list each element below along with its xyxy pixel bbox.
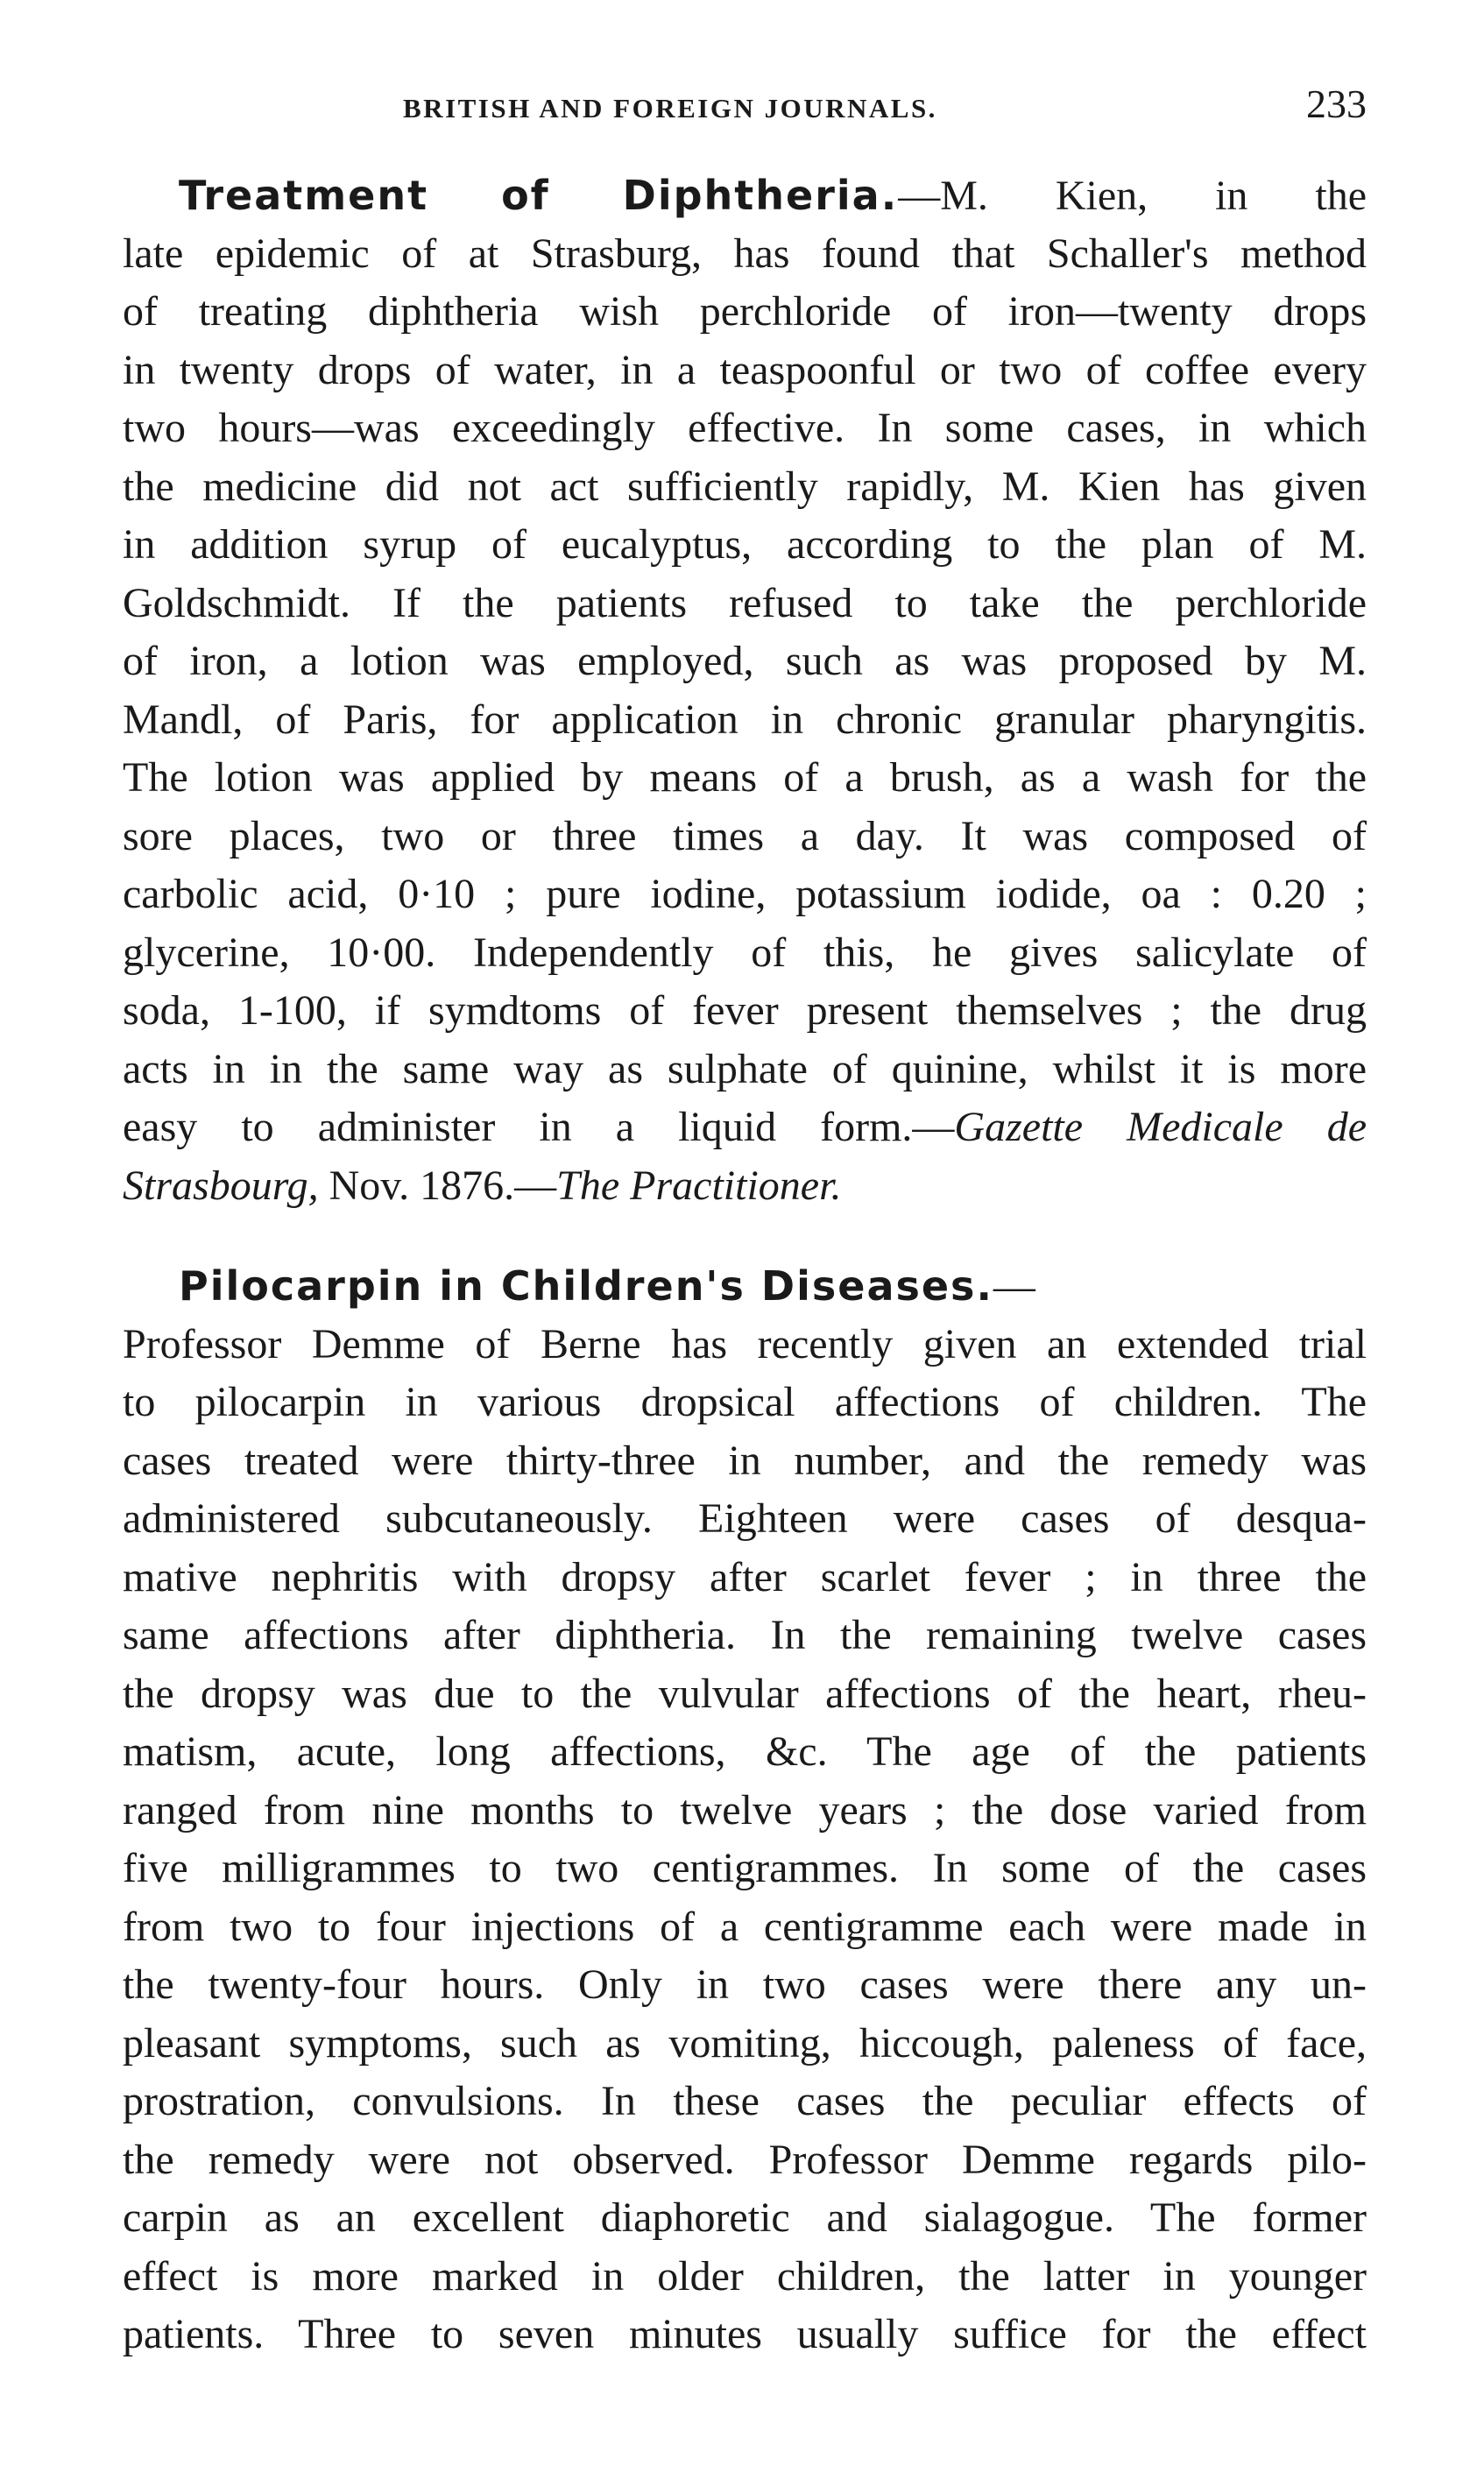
article-pilocarpin bbox=[123, 1257, 1367, 2364]
body-line: Mandl, of Paris, for application in chronic granular pharyngitis. bbox=[123, 696, 1367, 743]
body-line: the remedy were not observed. Professor Demme regards pilo- bbox=[123, 2136, 1367, 2183]
body-line: mative nephritis with dropsy after scarlet fever ; in three the bbox=[123, 1553, 1367, 1600]
body-line: pleasant symptoms, such as vomiting, hiccough, paleness of face, bbox=[123, 2019, 1367, 2067]
body-line: cases treated were thirty-three in number, and the remedy was bbox=[123, 1437, 1367, 1484]
article-heading-tail: — bbox=[993, 1263, 1035, 1310]
body-line: the dropsy was due to the vulvular affections of the heart, rheu- bbox=[123, 1670, 1367, 1717]
body-text: easy to administer in a liquid form.— bbox=[123, 1104, 955, 1150]
body-line: administered subcutaneously. Eighteen were cases of desqua- bbox=[123, 1495, 1367, 1542]
body-line: matism, acute, long affections, &c. The age of the patients bbox=[123, 1728, 1367, 1775]
source-journal: Gazette Medicale de bbox=[954, 1104, 1367, 1150]
article-diphtheria bbox=[123, 166, 1367, 1215]
body-line: to pilocarpin in various dropsical affections of children. The bbox=[123, 1379, 1367, 1425]
body-line: in twenty drops of water, in a teaspoonful or two of coffee every bbox=[123, 346, 1367, 393]
body-line: sore places, two or three times a day. It was composed of bbox=[123, 812, 1367, 859]
body-line: five milligrammes to two centigrammes. In some of the cases bbox=[123, 1845, 1367, 1891]
running-title: BRITISH AND FOREIGN JOURNALS. bbox=[403, 93, 937, 124]
body-line: ranged from nine months to twelve years ; the dose varied from bbox=[123, 1786, 1367, 1833]
body-line: soda, 1-100, if symdtoms of fever present themselves ; the drug bbox=[123, 987, 1367, 1034]
body-line: the twenty-four hours. Only in two cases were there any un- bbox=[123, 1961, 1367, 2008]
body-line: two hours—was exceedingly effective. In some cases, in which bbox=[123, 405, 1367, 451]
source-publication: The Practitioner. bbox=[556, 1162, 842, 1209]
article-heading-line bbox=[123, 1257, 1367, 1316]
article-heading: Pilocarpin in Children's Diseases. bbox=[179, 1262, 993, 1310]
page-number: 233 bbox=[1306, 81, 1367, 126]
body-line: in addition syrup of eucalyptus, according to the plan of M. bbox=[123, 521, 1367, 568]
body-line: Professor Demme of Berne has recently given an extended trial bbox=[123, 1320, 1367, 1367]
body-line: carpin as an excellent diaphoretic and sialagogue. The former bbox=[123, 2194, 1367, 2241]
body-line-with-source bbox=[123, 1099, 1367, 1157]
source-journal-city: Strasbourg, bbox=[123, 1162, 319, 1209]
source-date: Nov. 1876.— bbox=[318, 1162, 557, 1209]
body-line: same affections after diphtheria. In the remaining twelve cases bbox=[123, 1612, 1367, 1658]
article-heading: Treatment of Diphtheria. bbox=[179, 172, 899, 219]
article-heading-tail: —M. Kien, in the bbox=[898, 173, 1367, 219]
article-heading-line bbox=[123, 166, 1367, 225]
body-line: patients. Three to seven minutes usually suffice for the effect bbox=[123, 2311, 1367, 2357]
body-line: the medicine did not act sufficiently rapidly, M. Kien has given bbox=[123, 463, 1367, 510]
body-line: glycerine, 10·00. Independently of this, he gives salicylate of bbox=[123, 929, 1367, 976]
body-line: Goldschmidt. If the patients refused to take the perchloride bbox=[123, 579, 1367, 626]
running-head bbox=[123, 81, 1367, 133]
body-line: The lotion was applied by means of a brush, as a wash for the bbox=[123, 754, 1367, 801]
body-line: of treating diphtheria wish perchloride of iron—twenty drops bbox=[123, 288, 1367, 335]
body-line: acts in in the same way as sulphate of quinine, whilst it is more bbox=[123, 1045, 1367, 1092]
body-line: of iron, a lotion was employed, such as was proposed by M. bbox=[123, 638, 1367, 684]
body-line: from two to four injections of a centigramme each were made in bbox=[123, 1903, 1367, 1950]
body-line: effect is more marked in older children, the latter in younger bbox=[123, 2252, 1367, 2300]
body-line: carbolic acid, 0·10 ; pure iodine, potassium iodide, oa : 0.20 ; bbox=[123, 871, 1367, 917]
body-line: prostration, convulsions. In these cases the peculiar effects of bbox=[123, 2078, 1367, 2124]
source-line bbox=[123, 1157, 1367, 1216]
body-line: late epidemic of at Strasburg, has found that Schaller's method bbox=[123, 230, 1367, 277]
